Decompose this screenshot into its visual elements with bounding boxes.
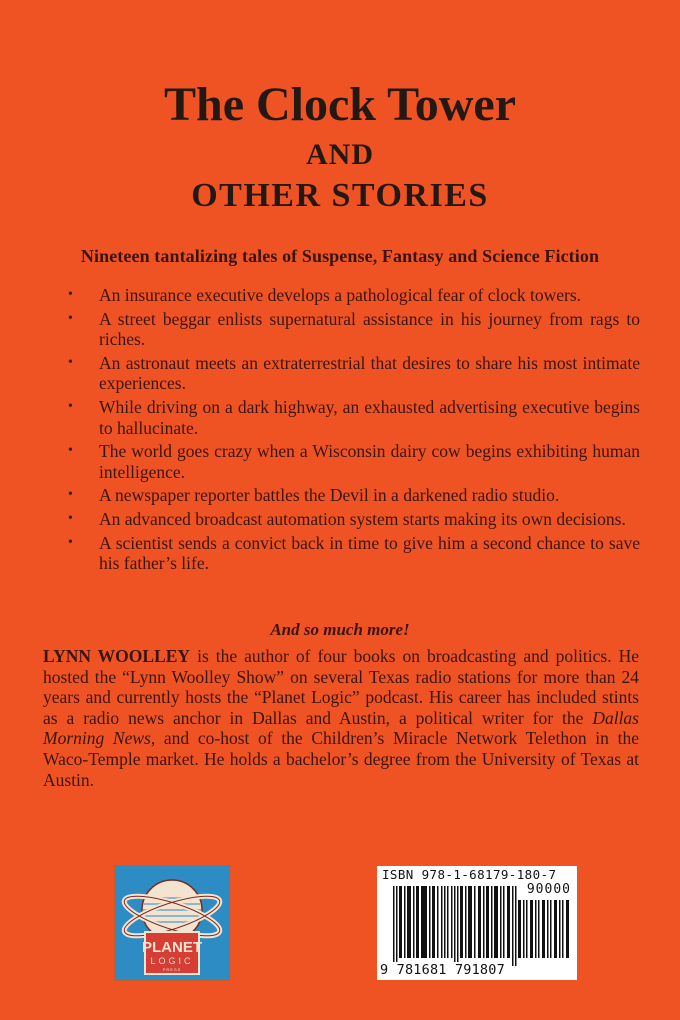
tagline: Nineteen tantalizing tales of Suspense, Fantasy and Science Fiction	[80, 246, 600, 266]
price-code: 90000	[526, 882, 571, 897]
planet-logic-logo-icon	[115, 866, 229, 980]
bullet-icon: •	[68, 443, 73, 459]
svg-text:LOGIC: LOGIC	[150, 956, 194, 966]
book-title: The Clock Tower	[163, 78, 517, 131]
author-name: LYNN WOOLLEY	[43, 646, 191, 666]
publisher-logo	[115, 866, 229, 980]
story-item: • A scientist sends a convict back in time to give him a second chance to save his father’s life.	[68, 532, 640, 574]
svg-text:PLANET: PLANET	[142, 939, 202, 956]
story-item: • An insurance executive develops a pathological fear of clock towers.	[68, 285, 582, 305]
bullet-icon: •	[68, 487, 73, 503]
barcode-addon-bars-icon	[515, 900, 571, 958]
bullet-icon: •	[68, 534, 73, 550]
bullet-icon: •	[68, 310, 73, 326]
book-subtitle: OTHER STORIES	[191, 177, 489, 214]
story-list	[60, 285, 640, 577]
bullet-icon: •	[68, 510, 73, 526]
story-item: • A street beggar enlists supernatural assistance in his journey from rags to riches.	[68, 308, 640, 350]
story-item: • The world goes crazy when a Wisconsin dairy cow begins exhibiting human intelligence.	[68, 441, 640, 482]
book-title-block	[0, 78, 680, 216]
author-bio: LYNN WOOLLEY is the author of four books on broadcasting and politics. He hosted the “Lynn Woolley Show” on several Texas radio stations for more than 24 years and currently hosts the “Planet Logic” podcast. His career has included stints as a radio news anchor in Dallas and Austin, a political writer for the Dallas Morning News, and co-host of the Children’s Miracle Network Telethon in the Waco-Temple market. He holds a bachelor’s degree from the University of Texas at Austin.	[43, 646, 639, 790]
story-item: • A newspaper reporter battles the Devil in a darkened radio studio.	[68, 485, 560, 506]
svg-text:PRESS: PRESS	[162, 967, 182, 972]
publication-name: Dallas Morning News	[43, 707, 639, 749]
and-so-much-more: And so much more!	[270, 620, 410, 639]
isbn-barcode	[377, 866, 577, 980]
story-item: • While driving on a dark highway, an exhausted advertising executive begins to hallucinate.	[68, 396, 640, 438]
book-title-connector: AND	[306, 138, 374, 171]
story-item: • An advanced broadcast automation system starts making its own decisions.	[68, 508, 626, 529]
bullet-icon: •	[68, 354, 73, 370]
bullet-icon: •	[68, 398, 73, 414]
barcode-bars-icon	[393, 886, 517, 966]
story-item: • An astronaut meets an extraterrestrial that desires to share his most intimate experiences.	[68, 352, 640, 394]
isbn-label: ISBN 978-1-68179-180-7	[382, 867, 557, 882]
ean-digits: 9 781681 791807	[380, 962, 505, 978]
bullet-icon: •	[68, 287, 73, 302]
